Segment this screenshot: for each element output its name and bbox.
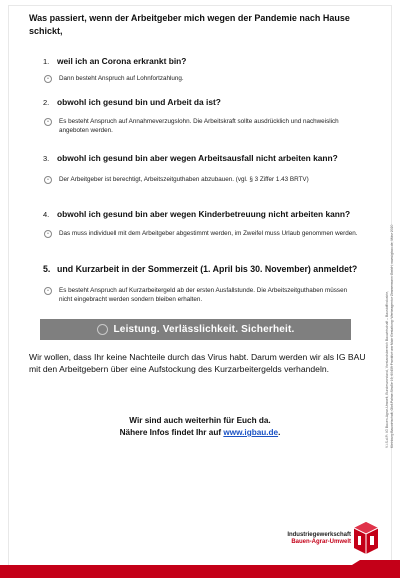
- logo-line-1: Industriegewerkschaft: [287, 532, 351, 538]
- brand-circle-icon: [97, 324, 108, 335]
- question-3: [43, 153, 373, 163]
- question-2: [43, 97, 373, 107]
- question-1: [43, 56, 373, 66]
- contact-prefix: Nähere Infos findet Ihr auf: [119, 428, 224, 437]
- info-icon: •: [44, 176, 52, 184]
- logo-cube-icon: [353, 521, 379, 555]
- answer-2: [47, 118, 359, 135]
- intro-heading: Was passiert, wenn der Arbeitgeber mich wegen der Pandemie nach Hause schickt,: [29, 13, 350, 36]
- logo-line-2: Bauen-Agrar-Umwelt: [291, 539, 351, 545]
- question-number: 3.: [43, 154, 50, 163]
- answer-3: [47, 176, 359, 185]
- info-icon: •: [44, 118, 52, 126]
- answer-text: Das muss individuell mit dem Arbeitgeber abgestimmt werden, im Zweifel muss Urlaub genommen werden.: [59, 230, 358, 237]
- answer-text: Es besteht Anspruch auf Annahmeverzugslohn. Die Arbeitskraft sollte ausdrücklich und nachweislich angeboten werden.: [59, 118, 339, 134]
- contact-line-1: Wir sind auch weiterhin für Euch da.: [129, 416, 271, 425]
- question-text: und Kurzarbeit in der Sommerzeit (1. April bis 30. November) anmeldet?: [57, 264, 358, 274]
- question-number: 2.: [43, 98, 50, 107]
- question-text: weil ich an Corona erkrankt bin?: [57, 56, 187, 66]
- question-number: 4.: [43, 210, 50, 219]
- question-text: obwohl ich gesund bin und Arbeit da ist?: [57, 97, 221, 107]
- contact-line-2: [0, 427, 400, 439]
- info-icon: •: [44, 230, 52, 238]
- question-4: [43, 209, 373, 219]
- question-number: 1.: [43, 57, 50, 66]
- contact-block: [0, 415, 400, 439]
- imprint-sidebar: [385, 148, 399, 448]
- contact-suffix: .: [278, 428, 281, 437]
- question-5: [43, 264, 373, 274]
- website-link[interactable]: www.igbau.de: [223, 428, 279, 437]
- answer-text: Es besteht Anspruch auf Kurzarbeitergeld ab der ersten Ausfallstunde. Die Arbeitszeitguthaben müssen nicht eingebracht werden sondern bleiben erhalten.: [59, 287, 348, 303]
- footer-red-bar: [0, 560, 400, 578]
- answer-1: [47, 75, 359, 84]
- answer-4: [47, 230, 359, 239]
- info-icon: •: [44, 287, 52, 295]
- slogan-text: Leistung. Verlässlichkeit. Sicherheit.: [113, 324, 295, 335]
- question-text: obwohl ich gesund bin aber wegen Kinderbetreuung nicht arbeiten kann?: [57, 209, 351, 219]
- imprint-line-1: V.i.S.d.P.: IG Bauen-Agrar-Umwelt, Bundesvorstand, Vorstandsbereich Bauwirtschaft – Baustoffindustrie,: [385, 290, 389, 448]
- answer-text: Der Arbeitgeber ist berechtigt, Arbeitszeitguthaben abzubauen. (vgl. § 3 Ziffer 1.43 BRTV): [59, 176, 309, 183]
- question-number: 5.: [43, 264, 51, 274]
- question-text: obwohl ich gesund bin aber wegen Arbeitsausfall nicht arbeiten kann?: [57, 153, 338, 163]
- answer-text: Dann besteht Anspruch auf Lohnfortzahlung.: [59, 75, 184, 82]
- igbau-logo: [259, 519, 381, 559]
- slogan-banner: [40, 319, 351, 340]
- imprint-line-2: Kleinburg Bauwirtschaft, Olof-Palme-Straße 19, 60439 Frankfurt am Main Gestaltung: Werbeagentur Zimmermann GmbH, www.igbau.de, März 2020: [389, 224, 394, 448]
- answer-5: [47, 287, 359, 304]
- info-icon: •: [44, 75, 52, 83]
- closing-paragraph: Wir wollen, dass Ihr keine Nachteile durch das Virus habt. Darum werden wir als IG BAU mit den Arbeitgebern über eine Aufstockung des Kurzarbeitergelds verhandeln.: [29, 352, 366, 374]
